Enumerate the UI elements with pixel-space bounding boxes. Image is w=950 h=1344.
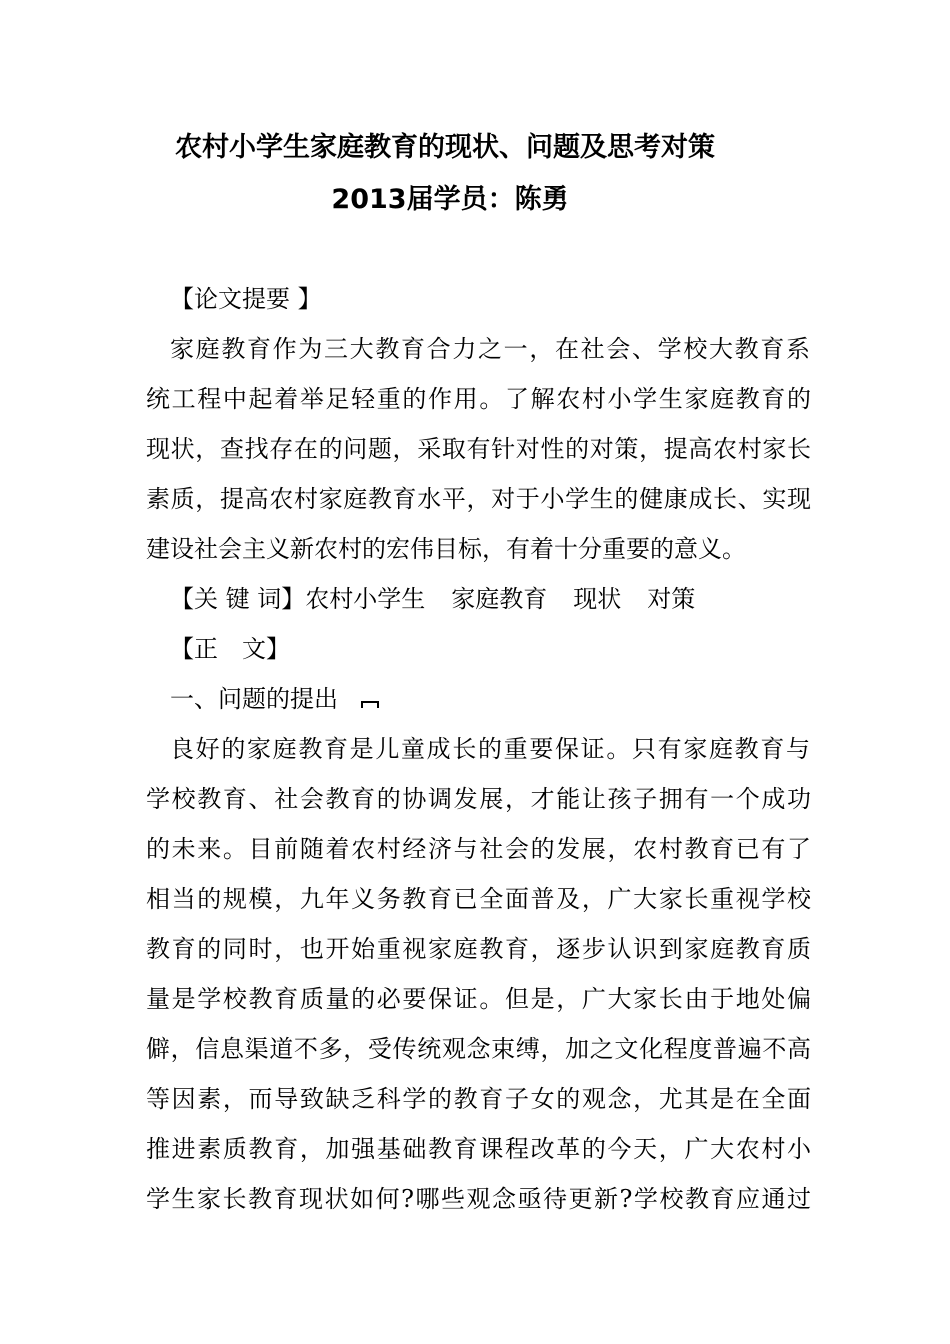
abstract-line: 素质，提高农村家庭教育水平，对于小学生的健康成长、实现 xyxy=(146,485,811,513)
abstract-line: 建设社会主义新农村的宏伟目标，有着十分重要的意义。 xyxy=(146,535,746,563)
keywords-label: 【关 键 词】 xyxy=(170,585,306,613)
document-title: 农村小学生家庭教育的现状、问题及思考对策 xyxy=(175,132,715,163)
section-heading xyxy=(170,674,810,724)
keyword: 农村小学生 xyxy=(305,585,426,613)
keyword: 现状 xyxy=(573,585,622,613)
body-line: 推进素质教育，加强基础教育课程改革的今天，广大农村小 xyxy=(146,1135,811,1163)
body-line: 的未来。目前随着农村经济与社会的发展，农村教育已有了 xyxy=(146,835,811,863)
abstract-line: 现状，查找存在的问题，采取有针对性的对策，提高农村家长 xyxy=(146,435,811,463)
author-line: 2013届学员：陈勇 xyxy=(331,184,569,215)
body-line: 相当的规模，九年义务教育已全面普及，广大家长重视学校 xyxy=(146,885,811,913)
body-line: 僻，信息渠道不多，受传统观念束缚，加之文化程度普遍不高 xyxy=(146,1035,811,1063)
keyword: 对策 xyxy=(647,585,696,613)
keyword: 家庭教育 xyxy=(451,585,548,613)
text-cursor-mark-icon xyxy=(360,697,380,709)
body-line: 学生家长教育现状如何?哪些观念亟待更新?学校教育应通过 xyxy=(146,1185,811,1213)
body-line: 教育的同时，也开始重视家庭教育，逐步认识到家庭教育质 xyxy=(146,935,811,963)
abstract-line: 家庭教育作为三大教育合力之一，在社会、学校大教育系 xyxy=(170,335,810,363)
body-line: 学校教育、社会教育的协调发展，才能让孩子拥有一个成功 xyxy=(146,785,811,813)
keywords-line xyxy=(170,574,810,624)
abstract-line: 统工程中起着举足轻重的作用。了解农村小学生家庭教育的 xyxy=(146,385,811,413)
body-line: 量是学校教育质量的必要保证。但是，广大家长由于地处偏 xyxy=(146,985,811,1013)
body-line: 良好的家庭教育是儿童成长的重要保证。只有家庭教育与 xyxy=(170,735,810,763)
body-line: 等因素，而导致缺乏科学的教育子女的观念，尤其是在全面 xyxy=(146,1085,811,1113)
abstract-heading: 【论文提要 】 xyxy=(170,285,322,313)
body-heading: 【正 文】 xyxy=(170,635,290,663)
section-heading-text: 一、问题的提出 xyxy=(170,685,338,713)
